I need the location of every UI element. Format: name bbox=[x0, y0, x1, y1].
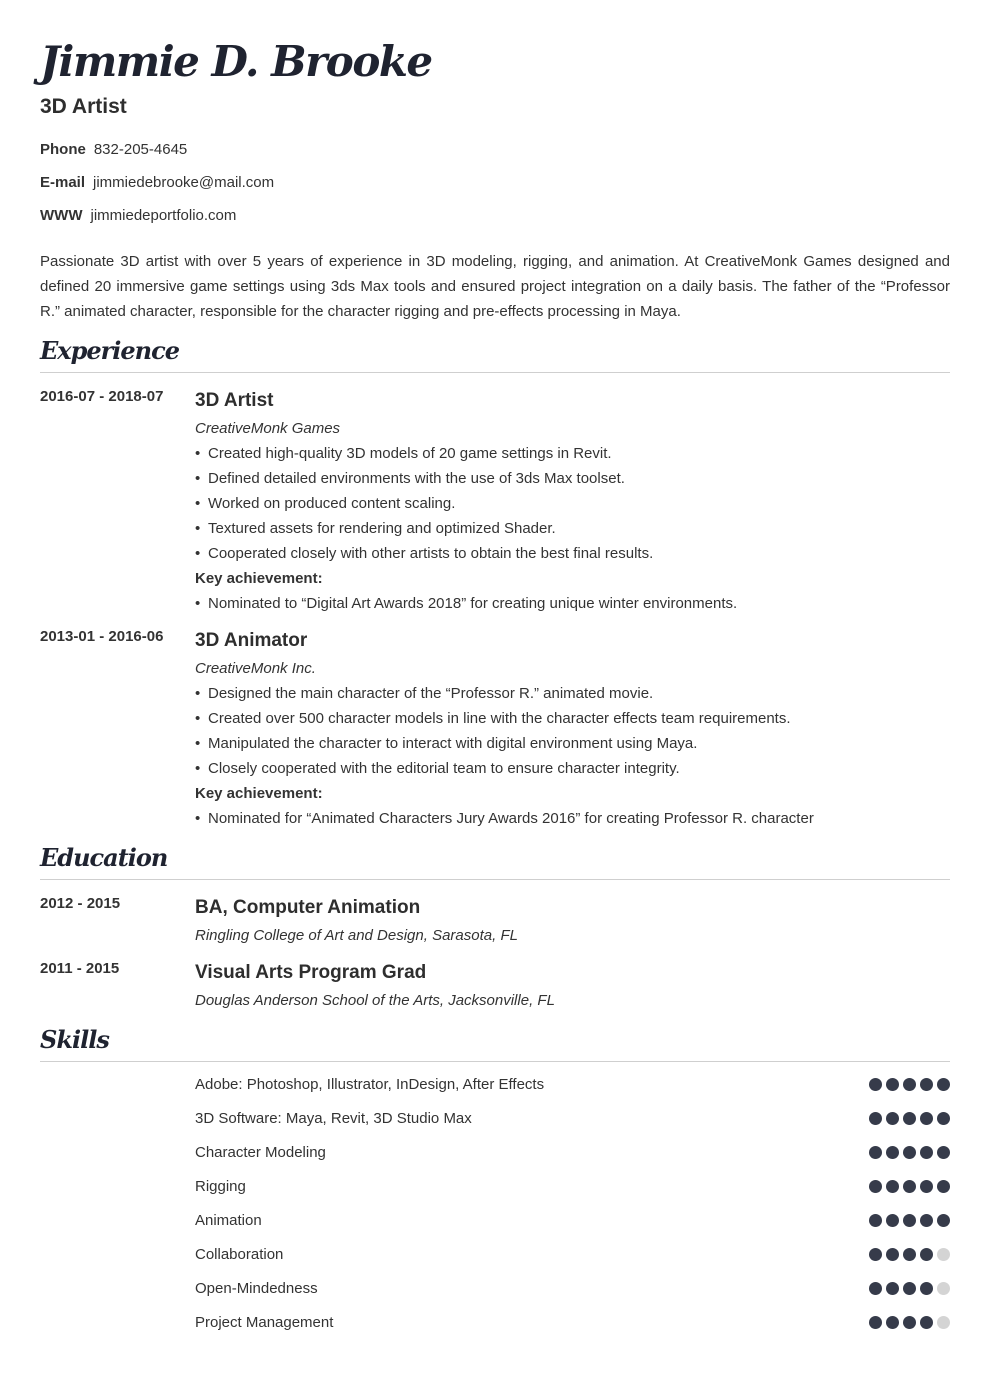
rating-dot-filled bbox=[920, 1112, 933, 1125]
rating-dot-filled bbox=[886, 1248, 899, 1261]
list-item: • Defined detailed environments with the use of 3ds Max toolset. bbox=[195, 466, 950, 491]
section-title: Education bbox=[40, 843, 168, 872]
rating-dot-filled bbox=[903, 1112, 916, 1125]
rating-dot-filled bbox=[869, 1112, 882, 1125]
contact-value[interactable]: jimmiedeportfolio.com bbox=[90, 207, 237, 224]
entry-dates: 2016-07 - 2018-07 bbox=[40, 388, 164, 405]
rating-dot-filled bbox=[920, 1078, 933, 1091]
entry-role: 3D Animator bbox=[195, 630, 308, 651]
skill-rating bbox=[869, 1146, 950, 1159]
skill-rating bbox=[869, 1180, 950, 1193]
list-item: • Textured assets for rendering and optimized Shader. bbox=[195, 516, 950, 541]
rating-dot-filled bbox=[886, 1316, 899, 1329]
education-heading bbox=[40, 841, 950, 880]
key-achievement-label: Key achievement: bbox=[195, 570, 323, 587]
rating-dot-filled bbox=[886, 1214, 899, 1227]
contact-label: E-mail bbox=[40, 174, 86, 191]
skill-row bbox=[195, 1245, 950, 1279]
rating-dot-filled bbox=[920, 1282, 933, 1295]
skill-row bbox=[195, 1143, 950, 1177]
entry-role: 3D Artist bbox=[195, 390, 274, 411]
rating-dot-filled bbox=[886, 1180, 899, 1193]
skill-rating bbox=[869, 1316, 950, 1329]
rating-dot-filled bbox=[903, 1180, 916, 1193]
skill-row bbox=[195, 1211, 950, 1245]
skill-name: Adobe: Photoshop, Illustrator, InDesign, After Effects bbox=[195, 1076, 545, 1093]
contact-value[interactable]: 832-205-4645 bbox=[93, 141, 188, 158]
rating-dot-filled bbox=[903, 1248, 916, 1261]
entry-degree: Visual Arts Program Grad bbox=[195, 962, 427, 983]
rating-dot-filled bbox=[903, 1316, 916, 1329]
achievement-list bbox=[195, 591, 950, 616]
entry-content bbox=[195, 960, 950, 1013]
rating-dot-filled bbox=[920, 1146, 933, 1159]
skill-name: Character Modeling bbox=[195, 1144, 326, 1161]
profile-summary: Passionate 3D artist with over 5 years of experience in 3D modeling, rigging, and animation. At CreativeMonk Games designed and defined 20 immersive game settings using 3ds Max tools and ensured project integration on a daily basis. The father of the “Professor R.” animated character, responsible for the character rigging and pre-effects processing in Maya. bbox=[40, 253, 950, 320]
rating-dot-filled bbox=[869, 1078, 882, 1091]
rating-dot-filled bbox=[886, 1146, 899, 1159]
entry-dates: 2013-01 - 2016-06 bbox=[40, 628, 164, 645]
contact-website bbox=[40, 207, 236, 224]
rating-dot-filled bbox=[869, 1282, 882, 1295]
rating-dot-filled bbox=[937, 1112, 950, 1125]
list-item: • Created over 500 character models in line with the character effects team requirements. bbox=[195, 706, 950, 731]
entry-content bbox=[195, 895, 950, 948]
contact-label: Phone bbox=[40, 141, 86, 158]
skill-rating bbox=[869, 1214, 950, 1227]
rating-dot-filled bbox=[937, 1180, 950, 1193]
rating-dot-empty bbox=[937, 1282, 950, 1295]
skills-heading bbox=[40, 1023, 950, 1062]
list-item: • Worked on produced content scaling. bbox=[195, 491, 950, 516]
experience-heading bbox=[40, 334, 950, 373]
rating-dot-filled bbox=[937, 1078, 950, 1091]
rating-dot-filled bbox=[886, 1282, 899, 1295]
rating-dot-filled bbox=[920, 1214, 933, 1227]
entry-dates: 2012 - 2015 bbox=[40, 895, 121, 912]
contact-value[interactable]: jimmiedebrooke@mail.com bbox=[93, 174, 275, 191]
list-item: • Manipulated the character to interact with digital environment using Maya. bbox=[195, 731, 950, 756]
rating-dot-filled bbox=[886, 1112, 899, 1125]
achievement-list bbox=[195, 806, 950, 831]
rating-dot-empty bbox=[937, 1248, 950, 1261]
job-title: 3D Artist bbox=[40, 95, 127, 118]
skill-rating bbox=[869, 1248, 950, 1261]
rating-dot-filled bbox=[869, 1180, 882, 1193]
entry-bullets bbox=[195, 681, 950, 781]
list-item: • Closely cooperated with the editorial team to ensure character integrity. bbox=[195, 756, 950, 781]
key-achievement-label: Key achievement: bbox=[195, 785, 323, 802]
rating-dot-filled bbox=[903, 1146, 916, 1159]
entry-content bbox=[195, 628, 950, 831]
list-item: • Designed the main character of the “Professor R.” animated movie. bbox=[195, 681, 950, 706]
rating-dot-filled bbox=[920, 1248, 933, 1261]
skill-row bbox=[195, 1177, 950, 1211]
contact-phone bbox=[40, 141, 187, 158]
rating-dot-filled bbox=[937, 1214, 950, 1227]
skill-row bbox=[195, 1313, 950, 1347]
contact-email bbox=[40, 174, 274, 191]
entry-content bbox=[195, 388, 950, 616]
entry-company: CreativeMonk Games bbox=[195, 420, 341, 437]
candidate-name: Jimmie D. Brooke bbox=[40, 37, 432, 86]
list-item: • Nominated for “Animated Characters Jury Awards 2016” for creating Professor R. character bbox=[195, 806, 950, 831]
rating-dot-filled bbox=[869, 1248, 882, 1261]
skill-name: Animation bbox=[195, 1212, 262, 1229]
section-title: Experience bbox=[40, 336, 180, 365]
rating-dot-filled bbox=[903, 1282, 916, 1295]
rating-dot-filled bbox=[903, 1214, 916, 1227]
skill-rating bbox=[869, 1078, 950, 1091]
entry-company: CreativeMonk Inc. bbox=[195, 660, 316, 677]
rating-dot-filled bbox=[886, 1078, 899, 1091]
list-item: • Created high-quality 3D models of 20 game settings in Revit. bbox=[195, 441, 950, 466]
skill-name: Open-Mindedness bbox=[195, 1280, 318, 1297]
rating-dot-filled bbox=[903, 1078, 916, 1091]
rating-dot-filled bbox=[869, 1214, 882, 1227]
list-item: • Nominated to “Digital Art Awards 2018” for creating unique winter environments. bbox=[195, 591, 950, 616]
list-item: • Cooperated closely with other artists to obtain the best final results. bbox=[195, 541, 950, 566]
rating-dot-filled bbox=[869, 1316, 882, 1329]
skill-rating bbox=[869, 1112, 950, 1125]
skill-name: Collaboration bbox=[195, 1246, 284, 1263]
skill-name: Rigging bbox=[195, 1178, 246, 1195]
skill-row bbox=[195, 1075, 950, 1109]
skill-row bbox=[195, 1109, 950, 1143]
contact-label: WWW bbox=[40, 207, 83, 224]
skill-rating bbox=[869, 1282, 950, 1295]
entry-school: Ringling College of Art and Design, Sarasota, FL bbox=[195, 927, 518, 944]
rating-dot-filled bbox=[920, 1316, 933, 1329]
rating-dot-filled bbox=[937, 1146, 950, 1159]
entry-degree: BA, Computer Animation bbox=[195, 897, 421, 918]
rating-dot-filled bbox=[920, 1180, 933, 1193]
skill-name: 3D Software: Maya, Revit, 3D Studio Max bbox=[195, 1110, 472, 1127]
entry-school: Douglas Anderson School of the Arts, Jacksonville, FL bbox=[195, 992, 555, 1009]
rating-dot-empty bbox=[937, 1316, 950, 1329]
skill-row bbox=[195, 1279, 950, 1313]
section-title: Skills bbox=[40, 1025, 109, 1054]
entry-dates: 2011 - 2015 bbox=[40, 960, 120, 977]
skill-name: Project Management bbox=[195, 1314, 334, 1331]
rating-dot-filled bbox=[869, 1146, 882, 1159]
entry-bullets bbox=[195, 441, 950, 566]
